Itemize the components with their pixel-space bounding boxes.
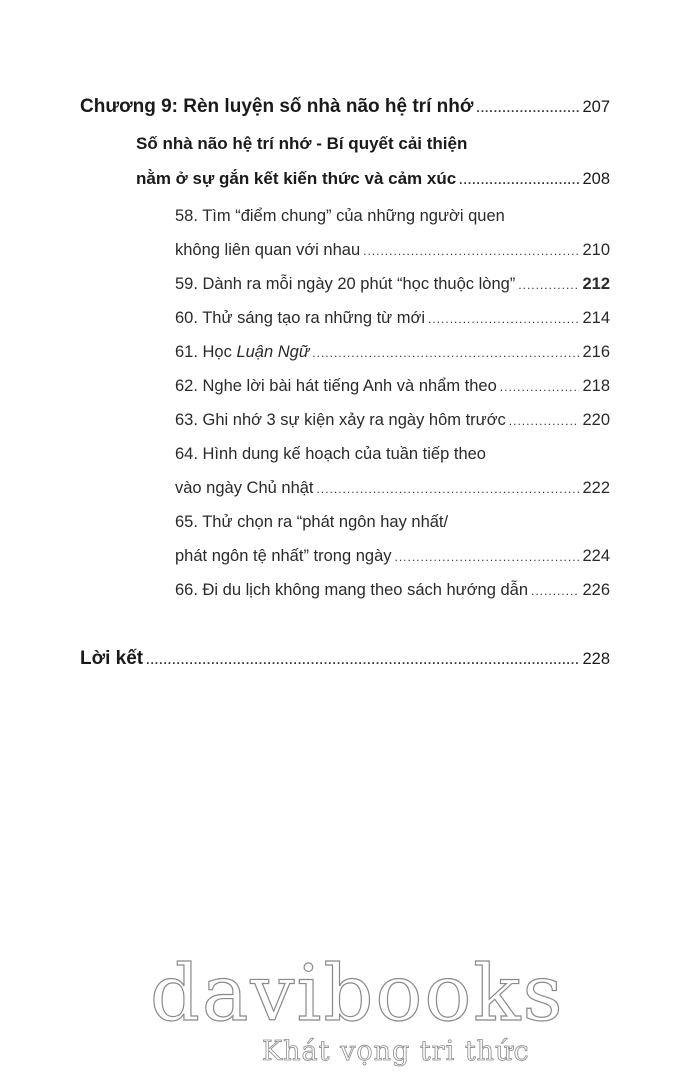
page-number: 208: [582, 170, 610, 188]
item-64-line1: 64. Hình dung kế hoạch của tuần tiếp theo: [175, 445, 486, 463]
item-59-title: 59. Dành ra mỗi ngày 20 phút “học thuộc lòng”: [175, 275, 516, 293]
item-61-italic: Luận Ngữ: [236, 343, 310, 361]
dot-leader: [459, 173, 579, 187]
toc-entry-epilogue[interactable]: [80, 648, 610, 670]
dot-leader: [146, 653, 579, 667]
page-number: 216: [582, 343, 610, 361]
page-number: 224: [582, 547, 610, 565]
item-58-line1: 58. Tìm “điểm chung” của những người quen: [175, 207, 505, 225]
publisher-watermark-logo: davibooks: [150, 949, 565, 1039]
item-64-line2: vào ngày Chủ nhật: [175, 479, 314, 497]
dot-leader: [531, 584, 579, 598]
page-number: 212: [582, 275, 610, 293]
item-66-title: 66. Đi du lịch không mang theo sách hướng dẫn: [175, 581, 529, 599]
item-58-line2: không liên quan với nhau: [175, 241, 361, 259]
toc-entry-item-65[interactable]: [175, 547, 610, 566]
item-63-title: 63. Ghi nhớ 3 sự kiện xảy ra ngày hôm trước: [175, 411, 506, 429]
toc-entry-item-66[interactable]: [175, 581, 610, 600]
dot-leader: [317, 482, 580, 496]
page-number: 207: [582, 98, 610, 116]
page-number: 226: [582, 581, 610, 599]
page-number: 210: [582, 241, 610, 259]
chapter-title: Chương 9: Rèn luyện số nhà não hệ trí nhớ: [80, 96, 474, 117]
toc-entry-item-61[interactable]: [175, 343, 610, 362]
toc-entry-item-60[interactable]: [175, 309, 610, 328]
dot-leader: [509, 414, 580, 428]
page-number: 222: [582, 479, 610, 497]
page-number: 218: [582, 377, 610, 395]
page-number: 214: [582, 309, 610, 327]
page-number: 228: [582, 650, 610, 668]
toc-entry-item-59[interactable]: [175, 275, 610, 294]
dot-leader: [428, 312, 579, 326]
toc-entry-item-64[interactable]: [175, 479, 610, 498]
toc-entry-item-58[interactable]: [175, 241, 610, 260]
dot-leader: [363, 244, 579, 258]
item-65-line1: 65. Thử chọn ra “phát ngôn hay nhất/: [175, 513, 449, 531]
toc-entry-item-62[interactable]: [175, 377, 610, 396]
dot-leader: [476, 101, 579, 115]
section-title-line2: nằm ở sự gắn kết kiến thức và cảm xúc: [136, 169, 457, 188]
item-60-title: 60. Thử sáng tạo ra những từ mới: [175, 309, 426, 327]
toc-entry-chapter-9[interactable]: [80, 96, 610, 118]
toc-entry-section[interactable]: [136, 169, 610, 189]
item-61-prefix: 61. Học: [175, 343, 237, 361]
dot-leader: [500, 380, 580, 394]
dot-leader: [312, 346, 579, 360]
section-title-line1: Số nhà não hệ trí nhớ - Bí quyết cải thiện: [136, 134, 468, 153]
item-61-title: [175, 343, 309, 362]
publisher-watermark-tagline: Khát vọng tri thức: [262, 1036, 530, 1067]
epilogue-title: Lời kết: [80, 648, 144, 669]
page-number: 220: [582, 411, 610, 429]
dot-leader: [518, 278, 579, 292]
item-65-line2: phát ngôn tệ nhất” trong ngày: [175, 547, 392, 565]
toc-entry-item-63[interactable]: [175, 411, 610, 430]
item-62-title: 62. Nghe lời bài hát tiếng Anh và nhẩm theo: [175, 377, 497, 395]
dot-leader: [395, 550, 580, 564]
